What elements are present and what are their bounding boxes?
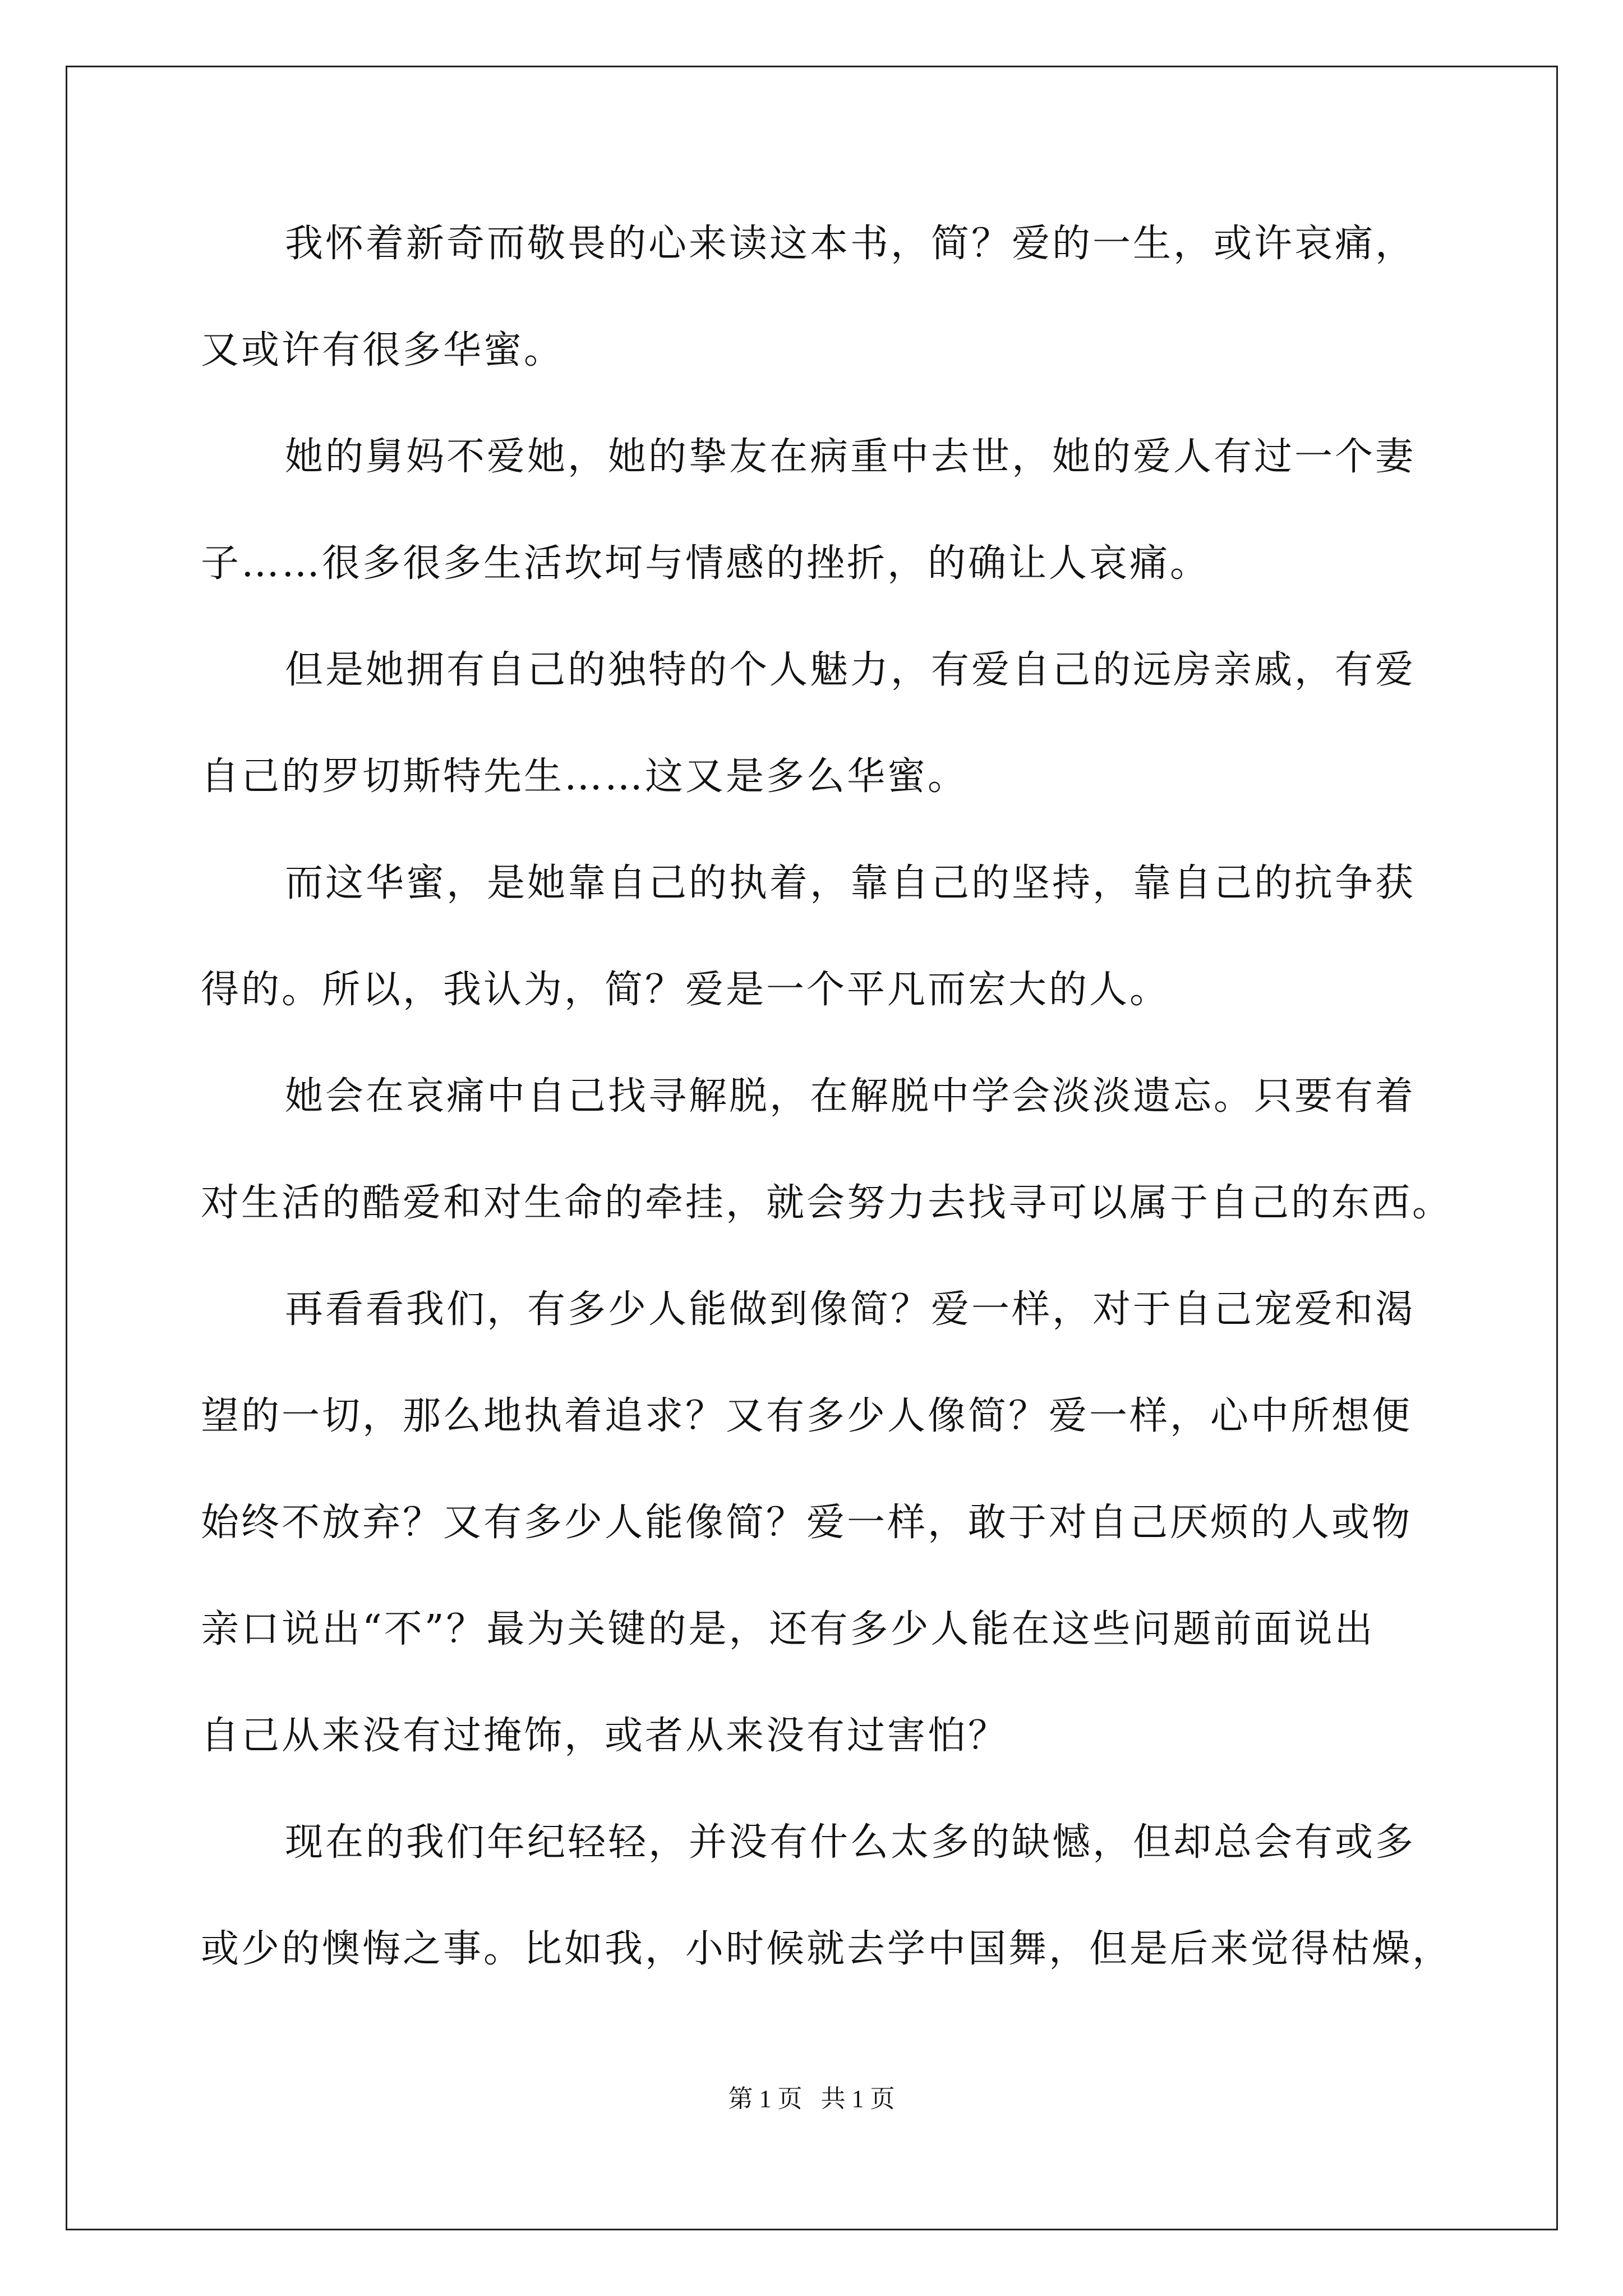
paragraph-line: 我怀着新奇而敬畏的心来读这本书，简？爱的一生，或许哀痛， (285, 222, 1416, 266)
paragraph-line: 或少的懊悔之事。比如我，小时候就去学中国舞，但是后来觉得枯燥， (201, 1927, 1453, 1971)
paragraph-line: 再看看我们，有多少人能做到像简？爱一样，对于自己宠爱和渴 (285, 1287, 1416, 1332)
paragraph-line: 亲口说出“不”？最为关键的是，还有多少人能在这些问题前面说出 (201, 1607, 1375, 1651)
paragraph-line: 现在的我们年纪轻轻，并没有什么太多的缺憾，但却总会有或多 (285, 1820, 1416, 1865)
document-body (201, 213, 1453, 2025)
paragraph-line: 而这华蜜，是她靠自己的执着，靠自己的坚持，靠自己的抗争获 (285, 861, 1416, 905)
paragraph-line: 自己的罗切斯特先生……这又是多么华蜜。 (201, 754, 969, 799)
page-number-footer: 第 1 页 共 1 页 (728, 2085, 895, 2113)
paragraph-line: 她的舅妈不爱她，她的挚友在病重中去世，她的爱人有过一个妻 (285, 435, 1416, 479)
paragraph-line: 望的一切，那么地执着追求？又有多少人像简？爱一样，心中所想便 (201, 1394, 1413, 1438)
paragraph-line: 始终不放弃？又有多少人能像简？爱一样，敢于对自己厌烦的人或物 (201, 1501, 1413, 1545)
paragraph-line: 子……很多很多生活坎坷与情感的挫折，的确让人哀痛。 (201, 541, 1211, 586)
paragraph-line: 得的。所以，我认为，简？爱是一个平凡而宏大的人。 (201, 968, 1170, 1012)
paragraph-line: 自己从来没有过掩饰，或者从来没有过害怕？ (201, 1714, 1009, 1758)
paragraph-line: 她会在哀痛中自己找寻解脱，在解脱中学会淡淡遗忘。只要有着 (285, 1074, 1416, 1119)
paragraph-line: 对生活的酷爱和对生命的牵挂，就会努力去找寻可以属于自己的东西。 (201, 1181, 1453, 1225)
paragraph-line: 又或许有很多华蜜。 (201, 328, 565, 372)
paragraph-line: 但是她拥有自己的独特的个人魅力，有爱自己的远房亲戚，有爱 (285, 648, 1416, 692)
